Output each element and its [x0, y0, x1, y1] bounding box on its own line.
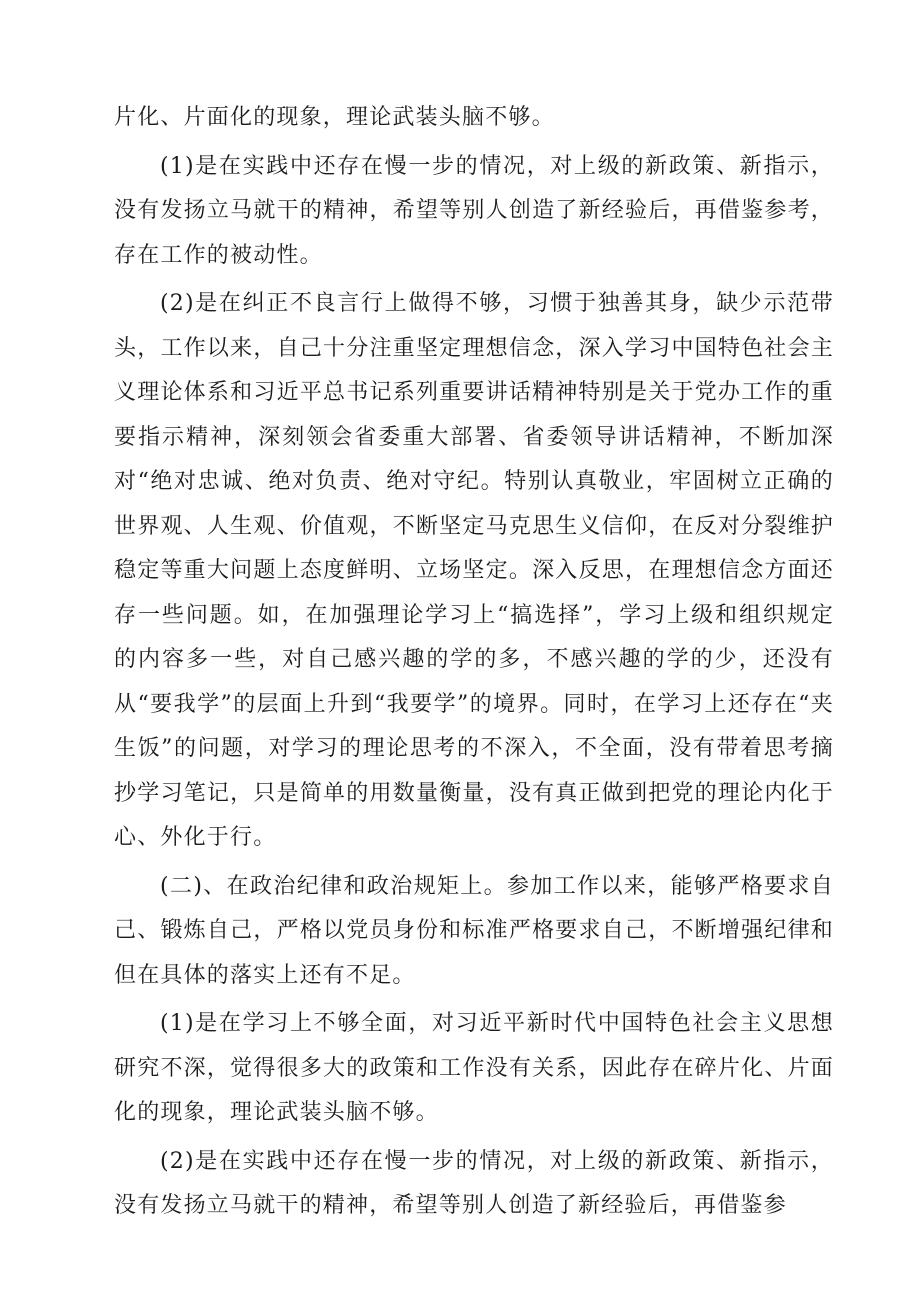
paragraph-3: (2)是在纠正不良言行上做得不够，习惯于独善其身，缺少示范带头，工作以来，自己十分注重坚定理想信念，深入学习中国特色社会主义理论体系和习近平总书记系列重要讲话精神特别是关于党办工作的重要指示精神，深刻领会省委重大部署、省委领导讲话精神，不断加深对“绝对忠诚、绝对负责、绝对守纪。特别认真敬业，牢固树立正确的世界观、人生观、价值观，不断坚定马克思生义信仰，在反对分裂维护稳定等重大问题上态度鲜明、立场坚定。深入反思，在理想信念方面还存一些问题。如，在加强理论学习上“搞选择”，学习上级和组织规定的内容多一些，对自己感兴趣的学的多，不感兴趣的学的少，还没有从“要我学”的层面上升到“我要学”的境界。同时，在学习上还存在“夹生饭”的问题，对学习的理论思考的不深入，不全面，没有带着思考摘抄学习笔记，只是简单的用数量衡量，没有真正做到把党的理论内化于心、外化于行。 [114, 291, 834, 850]
paragraph-2: (1)是在实践中还存在慢一步的情况，对上级的新政策、新指示，没有发扬立马就干的精神，希望等别人创造了新经验后，再借鉴参考，存在工作的被动性。 [114, 153, 834, 268]
paragraph-5: (1)是在学习上不够全面，对习近平新时代中国特色社会主义思想研究不深，觉得很多大的政策和工作没有关系，因此存在碎片化、片面化的现象，理论武装头脑不够。 [114, 1011, 834, 1125]
paragraph-4: (二)、在政治纪律和政治规矩上。参加工作以来，能够严格要求自己、锻炼自己，严格以党员身份和标准严格要求自己，不断增强纪律和但在具体的落实上还有不足。 [114, 873, 834, 988]
paragraph-1: 片化、片面化的现象，理论武装头脑不够。 [114, 105, 555, 130]
paragraph-6: (2)是在实践中还存在慢一步的情况，对上级的新政策、新指示，没有发扬立马就干的精神，希望等别人创造了新经验后，再借鉴参 [114, 1148, 834, 1218]
document-page [114, 96, 834, 1233]
